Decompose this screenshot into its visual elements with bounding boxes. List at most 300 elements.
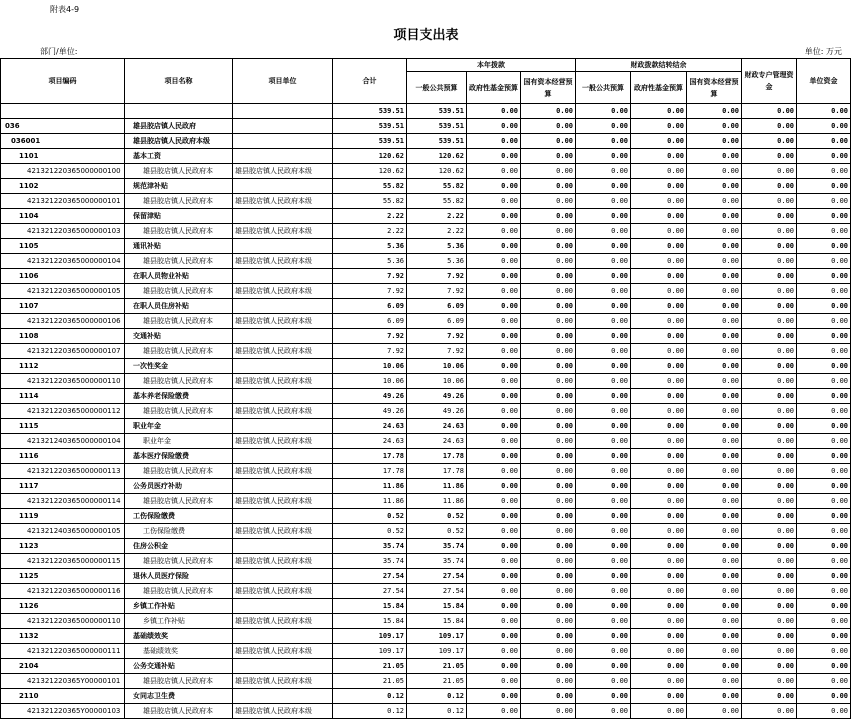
cell-total: 35.74: [333, 554, 407, 569]
cell-zero: 0.00: [687, 674, 742, 689]
cell-zero: 0.00: [467, 644, 521, 659]
cell-unit: 雄县胶店镇人民政府本级: [233, 704, 333, 719]
cell-zero: 0.00: [687, 569, 742, 584]
cell-total: 15.84: [333, 614, 407, 629]
cell-total: 6.09: [333, 314, 407, 329]
cell-total: 27.54: [333, 569, 407, 584]
cell-name: 在职人员住房补贴: [125, 299, 233, 314]
cell-zero: 0.00: [742, 104, 797, 119]
cell-total: 120.62: [333, 149, 407, 164]
cell-zero: 0.00: [742, 239, 797, 254]
cell-code: 1114: [1, 389, 125, 404]
cell-zero: 0.00: [742, 689, 797, 704]
cell-total: 10.06: [333, 359, 407, 374]
cell-zero: 0.00: [797, 269, 851, 284]
cell-zero: 0.00: [521, 434, 576, 449]
table-row: [1, 239, 851, 254]
cell-zero: 0.00: [742, 374, 797, 389]
cell-zero: 0.00: [797, 389, 851, 404]
table-row: [1, 404, 851, 419]
cell-code: 1125: [1, 569, 125, 584]
cell-zero: 0.00: [576, 464, 631, 479]
cell-unit: 雄县胶店镇人民政府本级: [233, 164, 333, 179]
cell-unit: 雄县胶店镇人民政府本级: [233, 464, 333, 479]
cell-zero: 0.00: [521, 269, 576, 284]
cell-name: 职业年金: [125, 434, 233, 449]
cell-total: 17.78: [333, 449, 407, 464]
cell-name: 公务交通补贴: [125, 659, 233, 674]
cell-zero: 0.00: [797, 284, 851, 299]
cell-zero: 0.00: [631, 359, 687, 374]
cell-a: 0.52: [407, 509, 467, 524]
cell-zero: 0.00: [521, 119, 576, 134]
cell-name: 基础绩效奖: [125, 644, 233, 659]
cell-zero: 0.00: [467, 314, 521, 329]
cell-zero: 0.00: [687, 524, 742, 539]
cell-zero: 0.00: [742, 269, 797, 284]
cell-code: 1106: [1, 269, 125, 284]
cell-zero: 0.00: [797, 254, 851, 269]
cell-name: 雄县胶店镇人民政府本: [125, 194, 233, 209]
table-row: [1, 629, 851, 644]
cell-zero: 0.00: [687, 269, 742, 284]
cell-name: 女同志卫生费: [125, 689, 233, 704]
table-row: [1, 104, 851, 119]
unit-label: 单位: 万元: [804, 47, 842, 56]
cell-unit: 雄县胶店镇人民政府本级: [233, 314, 333, 329]
cell-zero: 0.00: [576, 374, 631, 389]
cell-code: 1102: [1, 179, 125, 194]
cell-zero: 0.00: [797, 449, 851, 464]
cell-zero: 0.00: [631, 644, 687, 659]
cell-zero: 0.00: [742, 584, 797, 599]
cell-zero: 0.00: [631, 314, 687, 329]
table-row: [1, 479, 851, 494]
cell-zero: 0.00: [631, 509, 687, 524]
cell-zero: 0.00: [467, 239, 521, 254]
cell-zero: 0.00: [467, 704, 521, 719]
cell-zero: 0.00: [631, 599, 687, 614]
cell-zero: 0.00: [631, 464, 687, 479]
cell-zero: 0.00: [467, 584, 521, 599]
cell-code: 421321220365000000115: [1, 554, 125, 569]
cell-a: 2.22: [407, 209, 467, 224]
cell-unit: 雄县胶店镇人民政府本级: [233, 404, 333, 419]
table-row: [1, 599, 851, 614]
cell-zero: 0.00: [576, 614, 631, 629]
cell-zero: 0.00: [687, 329, 742, 344]
table-row: [1, 344, 851, 359]
cell-name: 雄县胶店镇人民政府本: [125, 464, 233, 479]
cell-unit: [233, 419, 333, 434]
cell-zero: 0.00: [797, 509, 851, 524]
cell-code: 421321220365000000112: [1, 404, 125, 419]
cell-code: 421321220365000000103: [1, 224, 125, 239]
attachment-tag: 附表4-9: [50, 5, 80, 14]
cell-zero: 0.00: [576, 104, 631, 119]
cell-zero: 0.00: [797, 494, 851, 509]
col-header-g2c: 国有资本经营预算: [687, 72, 742, 104]
cell-zero: 0.00: [687, 689, 742, 704]
cell-unit: [233, 449, 333, 464]
cell-zero: 0.00: [742, 149, 797, 164]
cell-zero: 0.00: [576, 584, 631, 599]
cell-zero: 0.00: [742, 359, 797, 374]
cell-total: 2.22: [333, 209, 407, 224]
cell-a: 35.74: [407, 539, 467, 554]
cell-code: 1119: [1, 509, 125, 524]
cell-zero: 0.00: [631, 134, 687, 149]
cell-total: 21.05: [333, 659, 407, 674]
cell-zero: 0.00: [521, 389, 576, 404]
cell-total: 15.84: [333, 599, 407, 614]
cell-total: 0.12: [333, 689, 407, 704]
cell-zero: 0.00: [742, 299, 797, 314]
cell-zero: 0.00: [742, 659, 797, 674]
cell-zero: 0.00: [742, 569, 797, 584]
cell-zero: 0.00: [521, 404, 576, 419]
cell-zero: 0.00: [687, 239, 742, 254]
cell-zero: 0.00: [467, 389, 521, 404]
cell-unit: [233, 599, 333, 614]
cell-zero: 0.00: [467, 419, 521, 434]
table-row: [1, 704, 851, 719]
cell-unit: 雄县胶店镇人民政府本级: [233, 344, 333, 359]
cell-name: 雄县胶店镇人民政府本: [125, 374, 233, 389]
cell-total: 0.52: [333, 524, 407, 539]
cell-zero: 0.00: [521, 254, 576, 269]
cell-code: 421321240365000000105: [1, 524, 125, 539]
cell-name: 住房公积金: [125, 539, 233, 554]
cell-code: 036001: [1, 134, 125, 149]
cell-unit: [233, 134, 333, 149]
cell-zero: 0.00: [631, 224, 687, 239]
col-header-unit: 项目单位: [233, 59, 333, 104]
cell-a: 5.36: [407, 254, 467, 269]
cell-zero: 0.00: [576, 659, 631, 674]
cell-zero: 0.00: [576, 704, 631, 719]
cell-zero: 0.00: [576, 269, 631, 284]
cell-a: 55.82: [407, 194, 467, 209]
cell-zero: 0.00: [742, 434, 797, 449]
cell-zero: 0.00: [467, 554, 521, 569]
cell-name: 雄县胶店镇人民政府本: [125, 404, 233, 419]
cell-zero: 0.00: [687, 449, 742, 464]
cell-zero: 0.00: [797, 479, 851, 494]
table-row: [1, 119, 851, 134]
cell-zero: 0.00: [742, 494, 797, 509]
col-header-g1c: 国有资本经营预算: [521, 72, 576, 104]
cell-zero: 0.00: [742, 629, 797, 644]
cell-unit: [233, 569, 333, 584]
cell-code: 1105: [1, 239, 125, 254]
cell-total: 55.82: [333, 194, 407, 209]
cell-zero: 0.00: [521, 674, 576, 689]
cell-name: 交通补贴: [125, 329, 233, 344]
cell-name: 保留津贴: [125, 209, 233, 224]
cell-zero: 0.00: [631, 299, 687, 314]
cell-a: 10.06: [407, 359, 467, 374]
cell-a: 10.06: [407, 374, 467, 389]
cell-unit: [233, 179, 333, 194]
cell-total: 21.05: [333, 674, 407, 689]
cell-zero: 0.00: [521, 629, 576, 644]
table-row: [1, 509, 851, 524]
cell-zero: 0.00: [742, 599, 797, 614]
cell-zero: 0.00: [687, 584, 742, 599]
cell-code: 421321220365000000106: [1, 314, 125, 329]
cell-zero: 0.00: [521, 479, 576, 494]
cell-zero: 0.00: [467, 104, 521, 119]
cell-a: 21.05: [407, 659, 467, 674]
table-row: [1, 434, 851, 449]
cell-zero: 0.00: [687, 224, 742, 239]
cell-code: 421321220365000000100: [1, 164, 125, 179]
cell-zero: 0.00: [742, 644, 797, 659]
table-row: [1, 614, 851, 629]
cell-zero: 0.00: [576, 224, 631, 239]
table-row: [1, 674, 851, 689]
cell-zero: 0.00: [576, 569, 631, 584]
col-header-code: 项目编码: [1, 59, 125, 104]
cell-zero: 0.00: [631, 209, 687, 224]
table-row: [1, 359, 851, 374]
cell-name: 基本医疗保险缴费: [125, 449, 233, 464]
table-row: [1, 284, 851, 299]
cell-unit: [233, 299, 333, 314]
cell-zero: 0.00: [576, 479, 631, 494]
cell-zero: 0.00: [467, 614, 521, 629]
cell-zero: 0.00: [797, 419, 851, 434]
cell-zero: 0.00: [521, 284, 576, 299]
cell-code: 421321220365000000107: [1, 344, 125, 359]
col-header-g1b: 政府性基金预算: [467, 72, 521, 104]
table-row: [1, 494, 851, 509]
cell-zero: 0.00: [521, 134, 576, 149]
cell-a: 15.84: [407, 614, 467, 629]
cell-zero: 0.00: [797, 689, 851, 704]
cell-zero: 0.00: [631, 119, 687, 134]
cell-zero: 0.00: [631, 284, 687, 299]
department-label: 部门/单位:: [40, 47, 78, 56]
cell-zero: 0.00: [797, 134, 851, 149]
cell-zero: 0.00: [742, 329, 797, 344]
cell-name: 在职人员物业补贴: [125, 269, 233, 284]
cell-zero: 0.00: [797, 674, 851, 689]
cell-code: 421321220365000000114: [1, 494, 125, 509]
cell-name: 雄县胶店镇人民政府本: [125, 704, 233, 719]
cell-total: 7.92: [333, 269, 407, 284]
cell-zero: 0.00: [576, 539, 631, 554]
cell-name: 雄县胶店镇人民政府本级: [125, 134, 233, 149]
cell-zero: 0.00: [576, 599, 631, 614]
cell-zero: 0.00: [797, 464, 851, 479]
col-header-special: 财政专户管理资金: [742, 59, 797, 104]
cell-zero: 0.00: [576, 299, 631, 314]
cell-zero: 0.00: [687, 509, 742, 524]
cell-zero: 0.00: [687, 344, 742, 359]
cell-zero: 0.00: [797, 209, 851, 224]
col-header-g1a: 一般公共预算: [407, 72, 467, 104]
cell-code: 2104: [1, 659, 125, 674]
table-row: [1, 209, 851, 224]
cell-unit: [233, 539, 333, 554]
cell-unit: 雄县胶店镇人民政府本级: [233, 614, 333, 629]
cell-unit: 雄县胶店镇人民政府本级: [233, 644, 333, 659]
cell-zero: 0.00: [687, 314, 742, 329]
cell-unit: [233, 149, 333, 164]
cell-zero: 0.00: [576, 389, 631, 404]
cell-zero: 0.00: [576, 209, 631, 224]
cell-code: 421321220365000000116: [1, 584, 125, 599]
cell-name: 雄县胶店镇人民政府本: [125, 674, 233, 689]
cell-zero: 0.00: [742, 419, 797, 434]
cell-total: 49.26: [333, 389, 407, 404]
cell-a: 7.92: [407, 284, 467, 299]
cell-zero: 0.00: [521, 104, 576, 119]
cell-zero: 0.00: [576, 554, 631, 569]
cell-zero: 0.00: [687, 494, 742, 509]
cell-zero: 0.00: [797, 179, 851, 194]
cell-zero: 0.00: [742, 404, 797, 419]
cell-name: 雄县胶店镇人民政府本: [125, 344, 233, 359]
cell-a: 7.92: [407, 269, 467, 284]
cell-zero: 0.00: [797, 554, 851, 569]
page-title: 项目支出表: [393, 28, 459, 43]
cell-name: 公务员医疗补助: [125, 479, 233, 494]
cell-name: [125, 104, 233, 119]
cell-name: 规范津补贴: [125, 179, 233, 194]
cell-name: 一次性奖金: [125, 359, 233, 374]
table-row: [1, 134, 851, 149]
cell-zero: 0.00: [521, 344, 576, 359]
cell-a: 24.63: [407, 434, 467, 449]
cell-zero: 0.00: [631, 239, 687, 254]
cell-zero: 0.00: [631, 659, 687, 674]
cell-unit: [233, 209, 333, 224]
cell-zero: 0.00: [576, 674, 631, 689]
cell-total: 539.51: [333, 119, 407, 134]
cell-zero: 0.00: [797, 704, 851, 719]
cell-zero: 0.00: [467, 524, 521, 539]
cell-zero: 0.00: [521, 509, 576, 524]
cell-total: 109.17: [333, 644, 407, 659]
cell-a: 0.12: [407, 689, 467, 704]
cell-zero: 0.00: [687, 149, 742, 164]
cell-name: 职业年金: [125, 419, 233, 434]
cell-name: 雄县胶店镇人民政府本: [125, 254, 233, 269]
cell-total: 539.51: [333, 134, 407, 149]
cell-zero: 0.00: [467, 149, 521, 164]
cell-zero: 0.00: [467, 599, 521, 614]
cell-code: 1112: [1, 359, 125, 374]
cell-zero: 0.00: [797, 524, 851, 539]
cell-zero: 0.00: [742, 554, 797, 569]
cell-zero: 0.00: [631, 149, 687, 164]
cell-a: 2.22: [407, 224, 467, 239]
cell-zero: 0.00: [521, 449, 576, 464]
cell-zero: 0.00: [576, 644, 631, 659]
cell-zero: 0.00: [631, 389, 687, 404]
cell-code: [1, 104, 125, 119]
cell-unit: [233, 359, 333, 374]
cell-total: 17.78: [333, 464, 407, 479]
cell-zero: 0.00: [687, 629, 742, 644]
cell-name: 雄县胶店镇人民政府本: [125, 584, 233, 599]
table-row: [1, 644, 851, 659]
cell-a: 109.17: [407, 644, 467, 659]
cell-total: 7.92: [333, 344, 407, 359]
cell-zero: 0.00: [467, 299, 521, 314]
cell-zero: 0.00: [742, 314, 797, 329]
table-row: [1, 299, 851, 314]
cell-zero: 0.00: [742, 389, 797, 404]
cell-zero: 0.00: [797, 599, 851, 614]
cell-zero: 0.00: [687, 659, 742, 674]
cell-total: 5.36: [333, 239, 407, 254]
cell-name: 基础绩效奖: [125, 629, 233, 644]
cell-zero: 0.00: [742, 479, 797, 494]
cell-zero: 0.00: [521, 644, 576, 659]
cell-zero: 0.00: [576, 179, 631, 194]
cell-unit: 雄县胶店镇人民政府本级: [233, 284, 333, 299]
cell-code: 1117: [1, 479, 125, 494]
cell-total: 5.36: [333, 254, 407, 269]
cell-zero: 0.00: [467, 494, 521, 509]
cell-zero: 0.00: [521, 554, 576, 569]
cell-zero: 0.00: [576, 344, 631, 359]
cell-zero: 0.00: [521, 569, 576, 584]
cell-zero: 0.00: [631, 419, 687, 434]
cell-a: 5.36: [407, 239, 467, 254]
cell-unit: 雄县胶店镇人民政府本级: [233, 194, 333, 209]
table-row: [1, 419, 851, 434]
cell-a: 27.54: [407, 584, 467, 599]
col-header-total: 合计: [333, 59, 407, 104]
cell-a: 55.82: [407, 179, 467, 194]
cell-a: 21.05: [407, 674, 467, 689]
cell-zero: 0.00: [631, 554, 687, 569]
cell-zero: 0.00: [467, 464, 521, 479]
cell-zero: 0.00: [631, 494, 687, 509]
cell-code: 1115: [1, 419, 125, 434]
cell-zero: 0.00: [687, 704, 742, 719]
table-row: [1, 464, 851, 479]
table-row: [1, 374, 851, 389]
table-row: [1, 164, 851, 179]
cell-zero: 0.00: [797, 239, 851, 254]
cell-zero: 0.00: [687, 104, 742, 119]
cell-zero: 0.00: [742, 179, 797, 194]
cell-zero: 0.00: [742, 254, 797, 269]
cell-total: 10.06: [333, 374, 407, 389]
cell-zero: 0.00: [631, 434, 687, 449]
cell-code: 421321240365000000104: [1, 434, 125, 449]
cell-unit: [233, 509, 333, 524]
table-row: [1, 569, 851, 584]
cell-zero: 0.00: [467, 449, 521, 464]
cell-unit: [233, 119, 333, 134]
cell-zero: 0.00: [576, 284, 631, 299]
cell-zero: 0.00: [576, 524, 631, 539]
cell-a: 120.62: [407, 164, 467, 179]
cell-a: 120.62: [407, 149, 467, 164]
cell-zero: 0.00: [576, 404, 631, 419]
table-row: [1, 314, 851, 329]
cell-code: 1107: [1, 299, 125, 314]
cell-zero: 0.00: [631, 449, 687, 464]
cell-total: 539.51: [333, 104, 407, 119]
